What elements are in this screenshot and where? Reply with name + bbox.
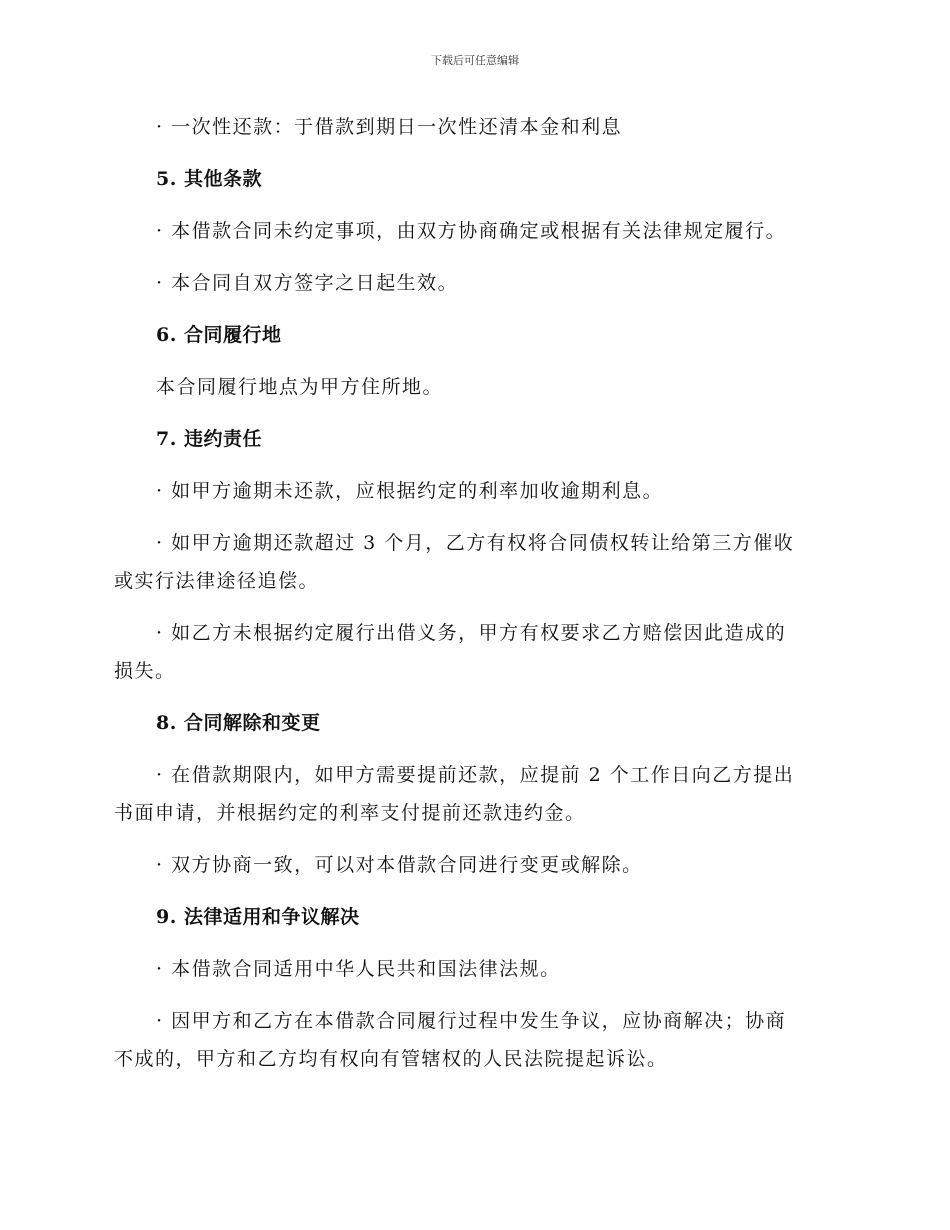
paragraph bbox=[114, 524, 824, 600]
paragraph-line: 本合同履行地点为甲方住所地。 bbox=[156, 376, 444, 398]
paragraph-line: · 在借款期限内，如甲方需要提前还款，应提前 2 个工作日向乙方提出 bbox=[156, 764, 795, 786]
section-heading bbox=[114, 316, 824, 354]
paragraph-line: 书面申请，并根据约定的利率支付提前还款违约金。 bbox=[114, 802, 586, 824]
paragraph bbox=[114, 950, 824, 988]
section-heading-text: 8. 合同解除和变更 bbox=[156, 712, 321, 734]
paragraph-line: · 如乙方未根据约定履行出借义务，甲方有权要求乙方赔偿因此造成的 bbox=[156, 622, 787, 644]
paragraph bbox=[114, 212, 824, 250]
paragraph bbox=[114, 108, 824, 146]
paragraph-line: 损失。 bbox=[114, 660, 176, 682]
paragraph-line: 不成的，甲方和乙方均有权向有管辖权的人民法院提起诉讼。 bbox=[114, 1048, 668, 1070]
paragraph bbox=[114, 614, 824, 690]
section-heading-text: 6. 合同履行地 bbox=[156, 324, 282, 346]
paragraph-spacer bbox=[114, 988, 824, 1002]
paragraph-line: · 双方协商一致，可以对本借款合同进行变更或解除。 bbox=[156, 854, 643, 876]
paragraph bbox=[114, 264, 824, 302]
paragraph-spacer bbox=[114, 742, 824, 756]
paragraph-line: · 本借款合同未约定事项，由双方协商确定或根据有关法律规定履行。 bbox=[156, 220, 787, 242]
section-heading bbox=[114, 160, 824, 198]
section-heading bbox=[114, 704, 824, 742]
paragraph bbox=[114, 472, 824, 510]
paragraph-spacer bbox=[114, 458, 824, 472]
paragraph-line: · 如甲方逾期未还款，应根据约定的利率加收逾期利息。 bbox=[156, 480, 664, 502]
paragraph bbox=[114, 756, 824, 832]
paragraph-line: · 本合同自双方签字之日起生效。 bbox=[156, 272, 459, 294]
paragraph-spacer bbox=[114, 936, 824, 950]
document-body bbox=[114, 108, 824, 1078]
paragraph-spacer bbox=[114, 600, 824, 614]
paragraph-spacer bbox=[114, 198, 824, 212]
paragraph bbox=[114, 846, 824, 884]
section-heading bbox=[114, 420, 824, 458]
paragraph-line: · 因甲方和乙方在本借款合同履行过程中发生争议，应协商解决；协商 bbox=[156, 1010, 787, 1032]
paragraph-line: · 如甲方逾期还款超过 3 个月，乙方有权将合同债权转让给第三方催收 bbox=[156, 532, 795, 554]
paragraph-line: · 本借款合同适用中华人民共和国法律法规。 bbox=[156, 958, 561, 980]
section-heading-text: 5. 其他条款 bbox=[156, 168, 262, 190]
paragraph-line: · 一次性还款：于借款到期日一次性还清本金和利息 bbox=[156, 116, 623, 138]
paragraph-spacer bbox=[114, 832, 824, 846]
paragraph-spacer bbox=[114, 354, 824, 368]
paragraph bbox=[114, 1002, 824, 1078]
section-heading bbox=[114, 898, 824, 936]
page-header: 下载后可任意编辑 bbox=[431, 54, 519, 67]
paragraph bbox=[114, 368, 824, 406]
paragraph-spacer bbox=[114, 510, 824, 524]
paragraph-line: 或实行法律途径追偿。 bbox=[114, 570, 320, 592]
section-heading-text: 7. 违约责任 bbox=[156, 428, 262, 450]
paragraph-spacer bbox=[114, 302, 824, 316]
paragraph-spacer bbox=[114, 406, 824, 420]
paragraph-spacer bbox=[114, 146, 824, 160]
section-heading-text: 9. 法律适用和争议解决 bbox=[156, 906, 360, 928]
paragraph-spacer bbox=[114, 884, 824, 898]
paragraph-spacer bbox=[114, 250, 824, 264]
paragraph-spacer bbox=[114, 690, 824, 704]
